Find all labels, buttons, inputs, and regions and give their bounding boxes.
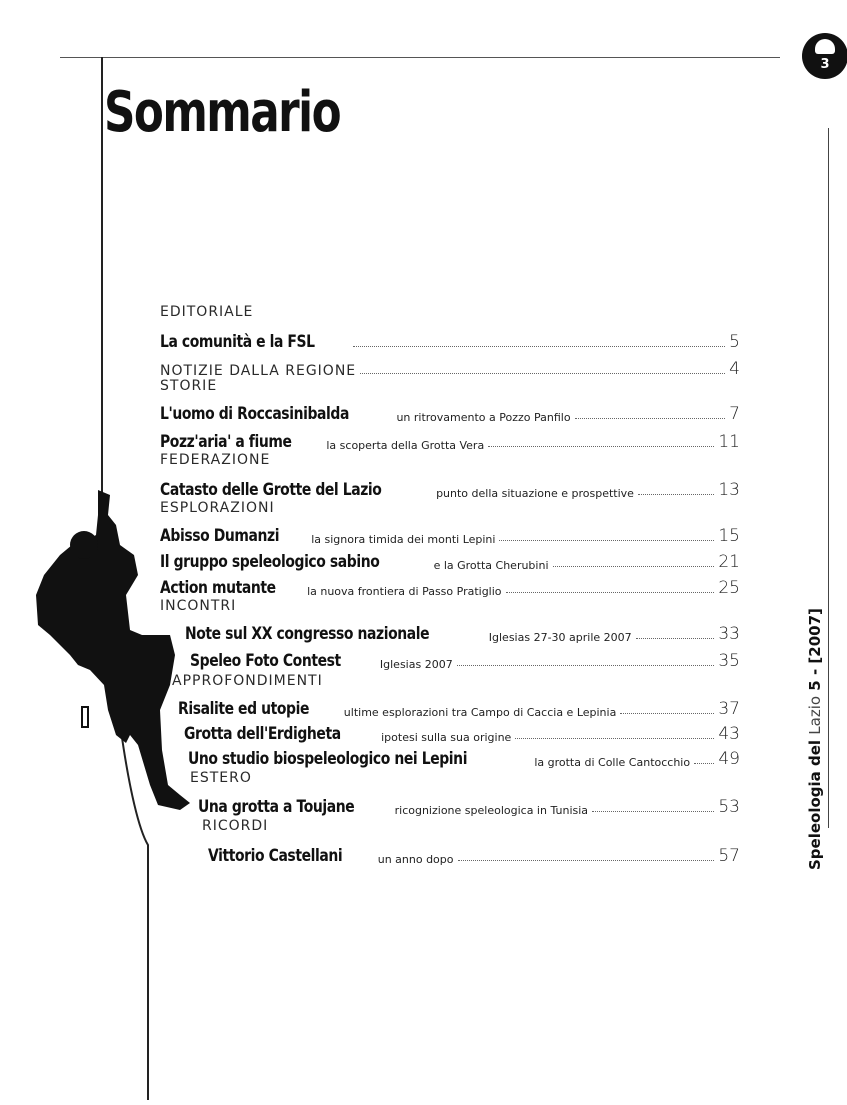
toc-entry[interactable]: [184, 720, 740, 744]
article-subtitle: e la Grotta Cherubini: [433, 559, 549, 572]
article-title: La comunità e la FSL: [160, 332, 315, 352]
article-subtitle: ipotesi sulla sua origine: [381, 731, 512, 744]
page-number: 3: [820, 57, 830, 72]
toc-entry[interactable]: [178, 695, 740, 719]
dot-leader: [592, 811, 714, 812]
section-heading: STORIE: [160, 378, 218, 394]
toc-entry[interactable]: [160, 522, 740, 546]
dot-leader: [575, 418, 726, 419]
toc-entry[interactable]: [188, 745, 740, 769]
toc-entry[interactable]: [185, 620, 740, 644]
rope-line: [101, 57, 103, 517]
page-number-badge: [802, 33, 847, 79]
toc-entry[interactable]: [160, 476, 740, 500]
toc-entry[interactable]: [160, 548, 740, 572]
page-number: 5: [729, 332, 740, 352]
article-subtitle: la nuova frontiera di Passo Pratiglio: [307, 585, 502, 598]
page-number: 35: [718, 651, 740, 671]
dot-leader: [457, 665, 715, 666]
article-title: Pozz'aria' a fiume: [160, 432, 292, 452]
spine-title: Speleologia del: [806, 739, 824, 870]
dot-leader: [638, 494, 714, 495]
dot-leader: [360, 373, 725, 374]
section-heading: APPROFONDIMENTI: [172, 673, 323, 689]
article-title: Risalite ed utopie: [178, 699, 310, 719]
article-subtitle: Iglesias 2007: [379, 658, 453, 671]
section-heading: INCONTRI: [160, 598, 237, 614]
dot-leader: [458, 860, 715, 861]
toc-entry[interactable]: [208, 842, 740, 866]
page-number: 53: [718, 797, 740, 817]
top-rule: [60, 57, 780, 58]
page-number: 4: [729, 359, 740, 379]
toc-entry[interactable]: [190, 647, 740, 671]
section-heading: EDITORIALE: [160, 304, 254, 320]
spine-region: Lazio: [806, 695, 824, 735]
article-subtitle: Iglesias 27-30 aprile 2007: [488, 631, 632, 644]
dot-leader: [499, 540, 714, 541]
article-subtitle: la grotta di Colle Cantocchio: [534, 756, 691, 769]
section-heading: ESPLORAZIONI: [160, 500, 275, 516]
dot-leader: [694, 763, 714, 764]
section-heading: NOTIZIE DALLA REGIONE: [160, 363, 357, 379]
page-number: 43: [718, 724, 740, 744]
spine-issue: 5 - [2007]: [806, 608, 824, 691]
toc-entry[interactable]: [160, 428, 740, 452]
magazine-spine-label: [806, 608, 836, 870]
toc-entry[interactable]: [160, 400, 740, 424]
article-title: Vittorio Castellani: [208, 846, 343, 866]
section-heading: FEDERAZIONE: [160, 452, 271, 468]
article-subtitle: punto della situazione e prospettive: [436, 487, 634, 500]
page-number: 37: [718, 699, 740, 719]
page-number: 21: [718, 552, 740, 572]
article-title: Abisso Dumanzi: [160, 526, 280, 546]
article-subtitle: un ritrovamento a Pozzo Panfilo: [396, 411, 571, 424]
section-heading: ESTERO: [190, 770, 252, 786]
article-title: Il gruppo speleologico sabino: [160, 552, 380, 572]
article-subtitle: ricognizione speleologica in Tunisia: [394, 804, 589, 817]
page-number: 11: [718, 432, 740, 452]
toc-entry[interactable]: [160, 355, 740, 379]
page-number: 15: [718, 526, 740, 546]
article-title: Uno studio biospeleologico nei Lepini: [188, 749, 468, 769]
page-number: 49: [718, 749, 740, 769]
helmet-icon: [815, 39, 835, 54]
article-title: Speleo Foto Contest: [190, 651, 341, 671]
toc-entry[interactable]: [160, 328, 740, 352]
page-title: Sommario: [104, 80, 341, 145]
dot-leader: [620, 713, 714, 714]
toc-entry[interactable]: [198, 793, 740, 817]
article-title: Action mutante: [160, 578, 276, 598]
article-subtitle: la signora timida dei monti Lepini: [311, 533, 496, 546]
article-title: Una grotta a Toujane: [198, 797, 355, 817]
page-number: 25: [718, 578, 740, 598]
dot-leader: [515, 738, 714, 739]
section-heading: RICORDI: [202, 818, 269, 834]
article-subtitle: un anno dopo: [377, 853, 454, 866]
page-number: 7: [729, 404, 740, 424]
article-subtitle: la scoperta della Grotta Vera: [326, 439, 485, 452]
dot-leader: [353, 346, 726, 347]
dot-leader: [488, 446, 714, 447]
article-title: Note sul XX congresso nazionale: [185, 624, 430, 644]
dot-leader: [553, 566, 715, 567]
article-title: L'uomo di Roccasinibalda: [160, 404, 349, 424]
article-title: Catasto delle Grotte del Lazio: [160, 480, 382, 500]
dot-leader: [506, 592, 715, 593]
page-number: 33: [718, 624, 740, 644]
toc-entry[interactable]: [160, 574, 740, 598]
article-subtitle: ultime esplorazioni tra Campo di Caccia e Lepinia: [343, 706, 617, 719]
article-title: Grotta dell'Erdigheta: [184, 724, 341, 744]
dot-leader: [636, 638, 715, 639]
page-number: 57: [718, 846, 740, 866]
page-number: 13: [718, 480, 740, 500]
